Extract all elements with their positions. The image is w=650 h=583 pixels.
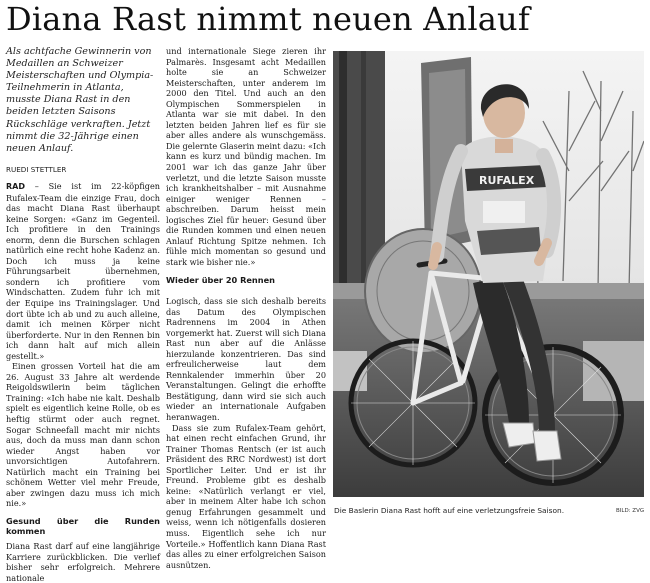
subheading: Gesund über die Runden kommen — [6, 515, 160, 537]
paragraph: Diana Rast darf auf eine langjährige Karriere zurückblicken. Die verlief bisher sehr erfolgreich. Mehrere nationale — [6, 540, 160, 583]
paragraph: und internationale Siege zieren ihr Palmarès. Insgesamt acht Medaillen holte sie an Schweizer Meisterschaften, unter anderem im 2000 den Titel. Und auch an den Olympischen Sommerspielen in Atlanta war sie mit dabei. In den letzten beiden Jahren lief es für sie aber alles andere als wunschgemäss. Die gelernte Glaserin meint dazu: «Ich kann es kurz und bündig machen. Im 2001 war ich das ganze Jahr über verletzt, und die letzte Saison musste ich krankheitshalber – mit Ausnahme einiger weniger Rennen – abschreiben. Darum heisst mein logisches Ziel für heuer: Gesund über die Runden kommen und einen neuen Anlauf Richtung Spitze nehmen. Ich fühle mich momentan so gesund und stark wie bisher nie.» — [166, 46, 326, 267]
paragraph — [6, 181, 160, 361]
dateline: RAD — [6, 182, 25, 191]
cyclist-photo-illustration — [333, 51, 644, 497]
photo-caption: Die Baslerin Diana Rast hofft auf eine verletzungsfreie Saison. — [334, 506, 565, 515]
paragraph: Einen grossen Vorteil hat die am 26. August 33 Jahre alt werdende Reigoldswilerin beim täglichen Training: «Ich habe nie kalt. Deshalb spielt es eigentlich keine Rolle, ob es heftig stürmt oder auch regnet. Sogar Schneefall macht mir nichts aus, doch da muss man dann schon wieder Angst haben vor unvorsichtigen Autofahrern. Natürlich macht ein Training bei schönem Wetter viel mehr Freude, aber zwingen dazu muss ich mich nie.» — [6, 361, 160, 509]
paragraph: Logisch, dass sie sich deshalb bereits das Datum des Olympischen Radrennens im 2004 in Athen vorgemerkt hat. Zuerst will sich Diana Rast nun aber auf die Anlässe hierzulande konzentrieren. Das sind erfreulicherweise laut dem Rennkalender immerhin über 20 Veranstaltungen. Gelingt die erhoffte Bestätigung, dann wird sie sich auch wieder an internationale Aufgaben heranwagen. — [166, 295, 326, 422]
paragraph-text: – Sie ist im 22-köpfigen Rufalex-Team die einzige Frau, doch das macht Diana Rast überhaupt keine Sorgen: «Ganz im Gegenteil. Ich profitiere in den Trainings enorm, denn die Burschen schlagen natürlich eine recht hohe Kadenz an. Doch ich muss ja keine Führungsarbeit übernehmen, sondern ich profitiere vom Windschatten. Zudem fuhr ich mit der Equipe ins Trainingslager. Und dort übte ich ab und zu auch alleine, damit ich meinen Körper nicht überforderte. Nur in den Rennen bin ich dann halt auf mich allein gestellt.» — [6, 181, 160, 361]
text-column-2 — [166, 46, 326, 570]
text-column-1 — [6, 181, 160, 583]
photo-credit: BILD: ZVG — [616, 508, 645, 514]
subheading: Wieder über 20 Rennen — [166, 275, 275, 286]
article-headline: Diana Rast nimmt neuen Anlauf — [6, 0, 530, 38]
article-photo — [333, 51, 644, 497]
author-byline: RUEDI STETTLER — [6, 165, 67, 174]
paragraph: Dass sie zum Rufalex-Team gehört, hat einen recht einfachen Grund, ihr Trainer Thomas Rentsch (er ist auch Präsident des RRC Nordwest) ist dort Sportlicher Leiter. Und er ist ihr Freund. Probleme gibt es deshalb keine: «Natürlich verlangt er viel, aber in meinem Alter habe ich schon genug Erfahrungen gesammelt und weiss, wenn ich nötigenfalls dosieren muss. Eigentlich sehe ich nur Vorteile.» Hoffentlich kann Diana Rast das alles zu einer erfolgreichen Saison ausnützen. — [166, 422, 326, 570]
jersey-text: RUFALEX — [479, 174, 535, 187]
article-lead: Als achtfache Gewinnerin von Medaillen an Schweizer Meisterschaften und Olympia-Teilnehmerin in Atlanta, musste Diana Rast in den beiden letzten Saisons Rückschläge verkraften. Jetzt nimmt die 32-Jährige einen neuen Anlauf. — [6, 46, 154, 154]
